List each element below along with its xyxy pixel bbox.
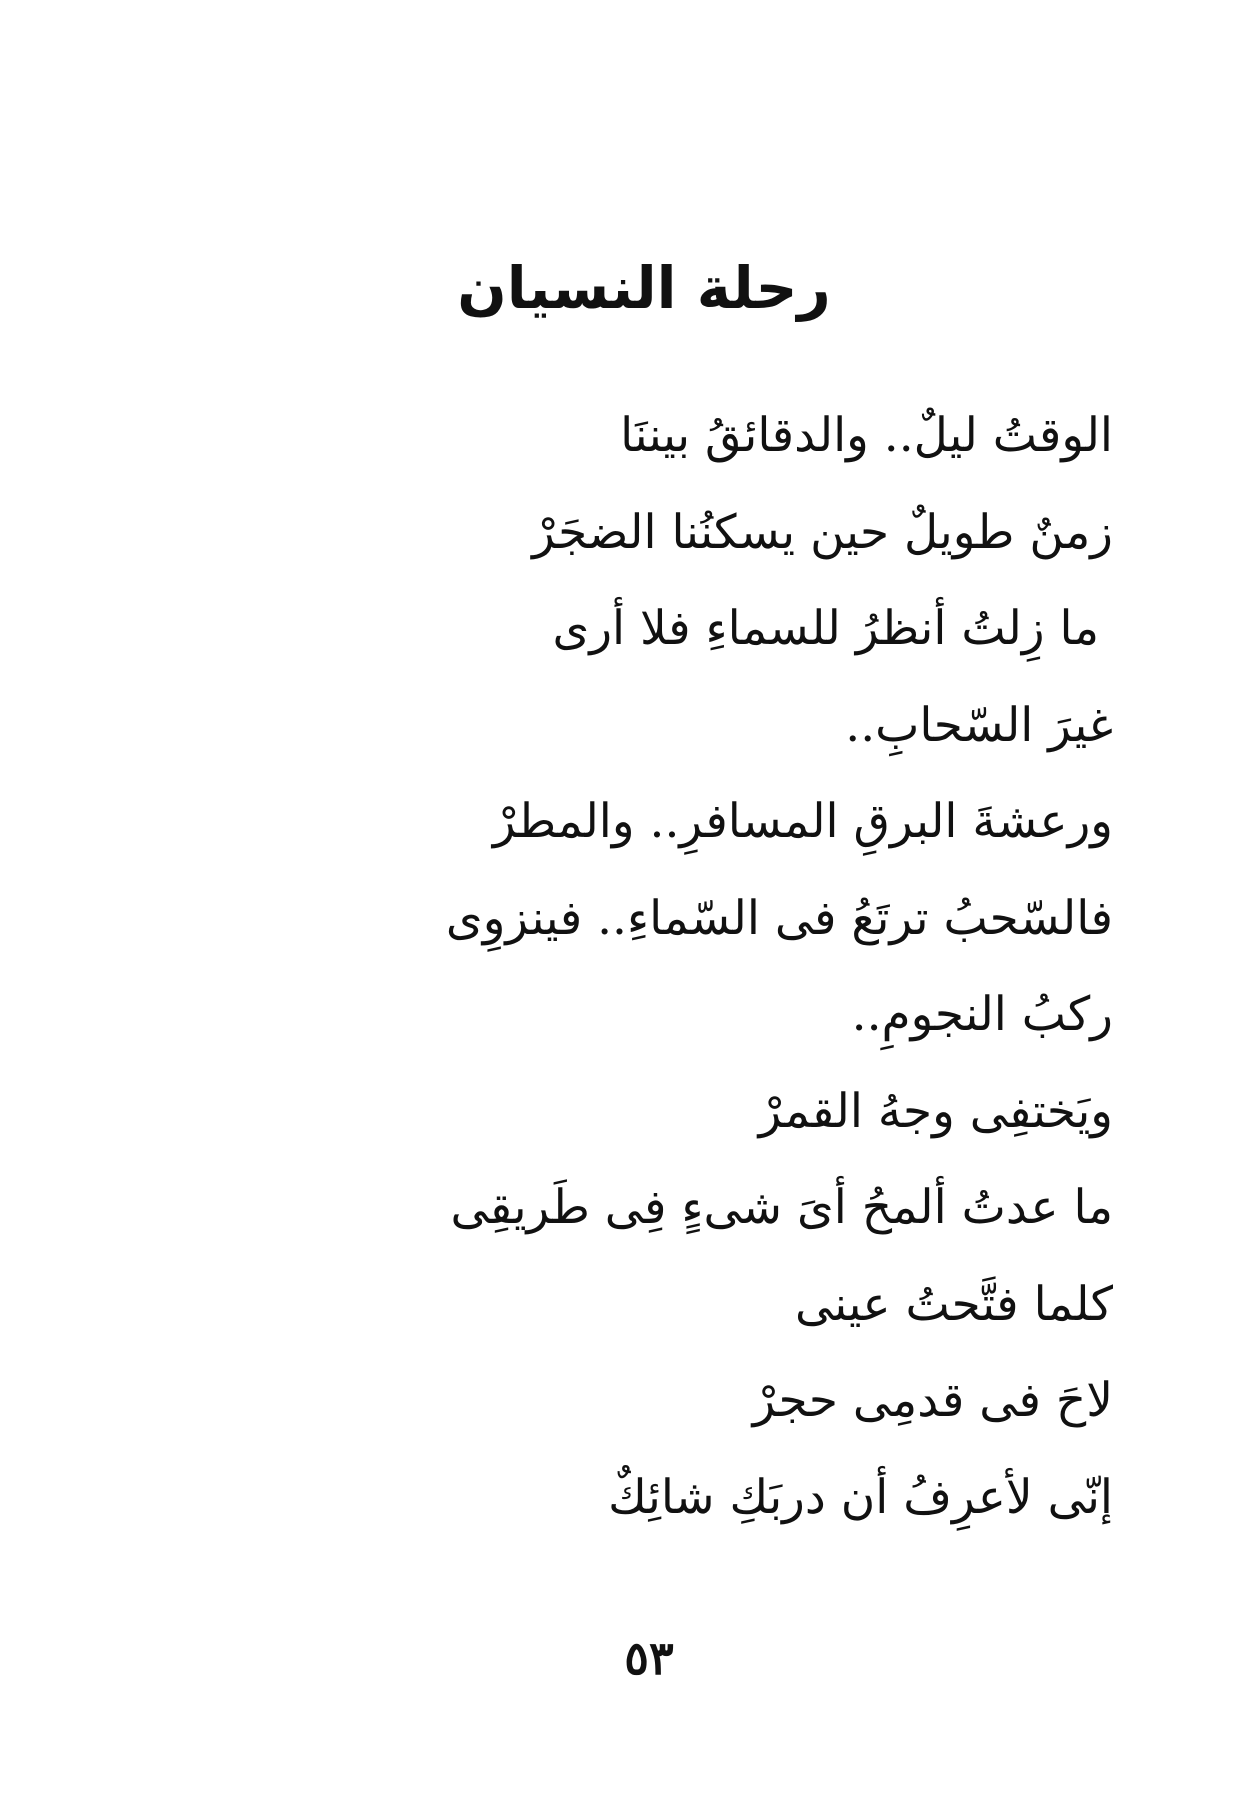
verse-line: زمنٌ طويلٌ حين يسكنُنا الضجَرْ — [532, 504, 1113, 560]
verse-line: كلما فتَّحتُ عينى — [794, 1276, 1113, 1332]
verse-line: ما عدتُ ألمحُ أىَ شىءٍ فِى طَريقِى — [450, 1180, 1113, 1235]
poem-title: رحلة النسيان — [457, 254, 831, 322]
poem-body — [213, 388, 1113, 1546]
verse-line: الوقتُ ليلٌ.. والدقائقُ بيننَا — [620, 408, 1113, 463]
verse-line: فالسّحبُ ترتَعُ فى السّماءِ.. فينزوِى — [445, 890, 1113, 946]
verse-line: ركبُ النجومِ.. — [851, 987, 1113, 1042]
verse-line: ورعشةَ البرقِ المسافرِ.. والمطرْ — [492, 794, 1113, 849]
verse-line: ويَختفِى وجهُ القمرْ — [758, 1083, 1113, 1139]
verse-line: غيرَ السّحابِ.. — [845, 697, 1113, 753]
verse-line: إنّى لأعرِفُ أن دربَكِ شائِكٌ — [608, 1469, 1113, 1525]
page-number: ٥٣ — [624, 1631, 674, 1685]
verse-line: لاحَ فى قدمِى حجرْ — [752, 1373, 1113, 1428]
verse-line: ما زِلتُ أنظرُ للسماءِ فلا أرى — [552, 601, 1099, 656]
